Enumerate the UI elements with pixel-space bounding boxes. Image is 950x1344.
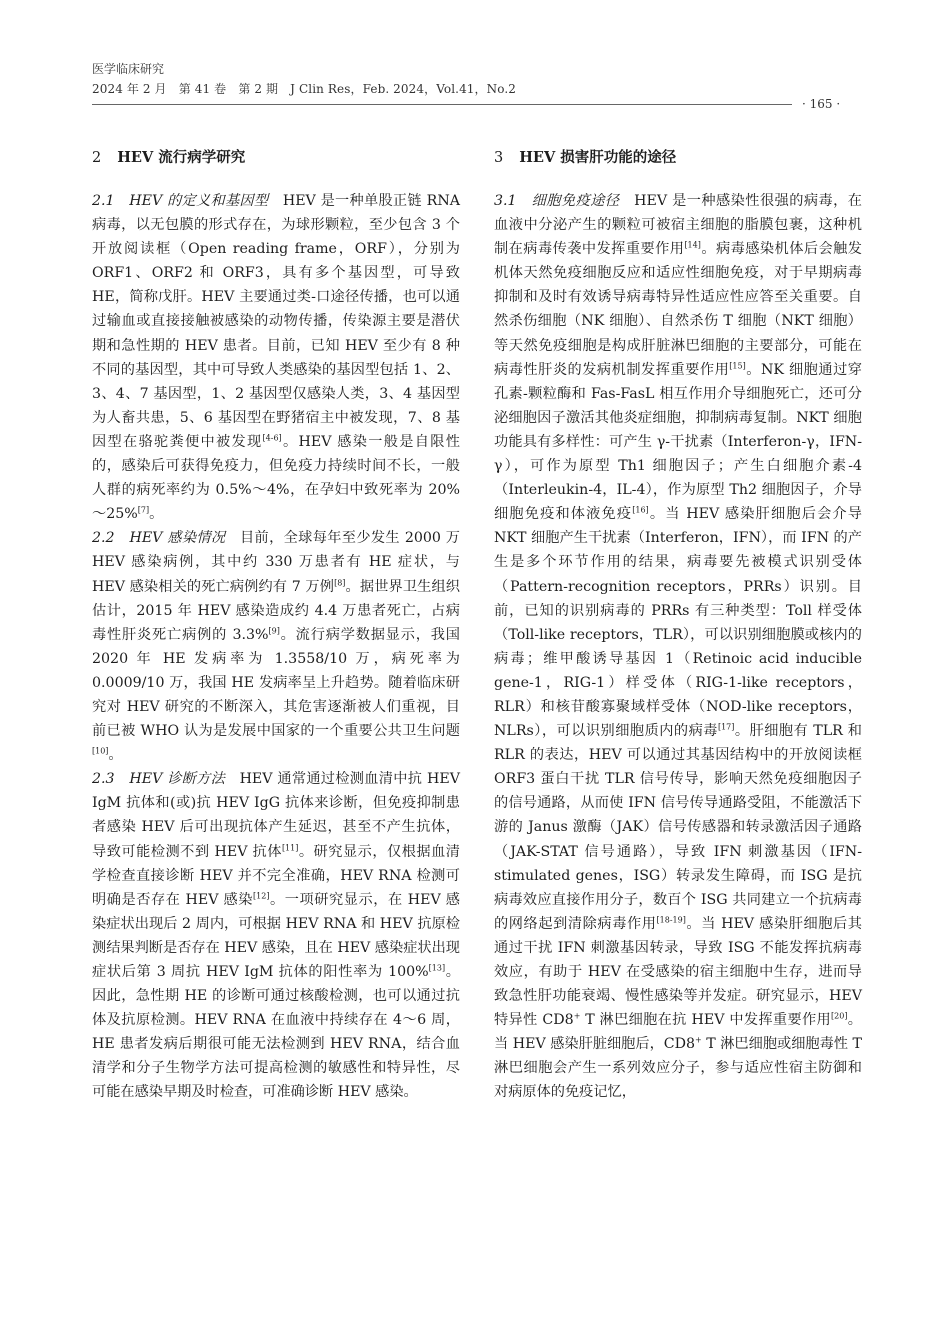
citation-ref: [11] xyxy=(281,842,299,852)
citation-ref: [18-19] xyxy=(656,915,686,925)
paragraph-2-1 xyxy=(92,189,460,526)
citation-ref: [4-6] xyxy=(262,433,282,443)
paragraph-3-1 xyxy=(494,189,862,1105)
text-run: HEV 是一种感染性很强的病毒，在血液中分泌产生的颗粒可被宿主细胞的脂膜包裹，这种机制在病毒传袭中发挥重要作用 xyxy=(494,193,862,258)
citation-ref: [12] xyxy=(253,890,270,900)
section-title: HEV 损害肝功能的途径 xyxy=(519,149,677,166)
issue-citation: 2024 年 2 月 第 41 卷 第 2 期 J Clin Res，Feb. 2024，Vol.41，No.2 xyxy=(92,82,516,96)
text-run: 。因此，急性期 HE 的诊断可通过核酸检测，也可以通过抗体及抗原检测。HEV RNA 在血液中持续存在 4～6 周，HE 患者发病后期很可能无法检测到 HEV RNA，结合血清学和分子生物学方法可提高检测的敏感性和特异性，尽可能在感染早期及时检查，可准确诊断 HEV 感染。 xyxy=(92,964,460,1101)
text-run: 。据世界卫生组织估计，2015 年 HEV 感染造成约 4.4 万患者死亡，占病毒性肝炎死亡病例的 3.3% xyxy=(92,578,460,643)
citation-ref: [7] xyxy=(137,505,150,515)
superscript-plus: + xyxy=(573,1011,581,1021)
right-column xyxy=(494,146,862,1105)
text-run: T 淋巴细胞在抗 HEV 中发挥重要作用 xyxy=(580,1012,832,1029)
text-run: 目前，全球每年至少发生 2000 万 HEV 感染病例，其中约 330 万患者有 HE 症状，与 HEV 感染相关的死亡病例约有 7 万例 xyxy=(92,530,460,595)
citation-ref: [10] xyxy=(92,746,109,756)
citation-ref: [8] xyxy=(334,577,346,587)
paragraph-2-3 xyxy=(92,767,460,1104)
section-number: 2 xyxy=(92,150,102,166)
subsection-label: 3.1 细胞免疫途径 xyxy=(494,193,620,209)
text-run: 。一项研究显示，在 HEV 感染症状出现后 2 周内，可根据 HEV RNA 和 HEV 抗原检测结果判断是否存在 HEV 感染，且在 HEV 感染症状出现症状后第 3 周抗 HEV IgM 抗体的阳性率为 100% xyxy=(92,891,460,980)
subsection-label: 2.1 HEV 的定义和基因型 xyxy=(92,193,269,209)
citation-ref: [15] xyxy=(729,360,746,370)
text-run: 。肝细胞有 TLR 和 RLR 的表达，HEV 可以通过其基因结构中的开放阅读框 ORF3 蛋白干扰 TLR 信号传导，影响天然免疫细胞因子的信号通路，从而使 IFN 信号传导通路受阻，不能激活下游的 Janus 激酶（JAK）信号传感器和转录激活因子通路（JAK-STAT 信号通路），导致 IFN 刺激基因（IFN-stimulated genes，ISG）转录发生障碍，而 ISG 是抗病毒效应直接作用分子，数百个 ISG 共同建立一个抗病毒的网络起到清除病毒作用 xyxy=(494,723,862,932)
text-run: 。研究显示，仅根据血清学检查直接诊断 HEV 并不完全准确，HEV RNA 检测可明确是否存在 HEV 感染 xyxy=(92,843,460,908)
text-run: 。 xyxy=(108,747,123,764)
citation-ref: [17] xyxy=(717,722,735,732)
page-number: · 165 · xyxy=(802,97,841,111)
text-run: 。NK 细胞通过穿孔素-颗粒酶和 Fas-FasL 相互作用介导细胞死亡，还可分泌细胞因子激活其他炎症细胞，抑制病毒复制。NKT 细胞功能具有多样性：可产生 γ-干扰素（Interferon-γ，IFN-γ），可作为原型 Th1 细胞因子；产生白细胞介素-4（Interleukin-4，IL-4），作为原型 Th2 细胞因子，介导细胞免疫和体液免疫 xyxy=(494,361,862,523)
paragraph-2-2 xyxy=(92,526,460,767)
section-number: 3 xyxy=(494,150,504,166)
text-run: HEV 通常通过检测血清中抗 HEV IgM 抗体和(或)抗 HEV IgG 抗体来诊断，但免疫抑制患者感染 HEV 后可出现抗体产生延迟，甚至不产生抗体，导致可能检测不到 HEV 抗体 xyxy=(92,771,460,860)
citation-ref: [14] xyxy=(684,240,701,250)
text-run: 。当 HEV 感染肝脏细胞后，CD8 xyxy=(494,1012,862,1053)
section-heading-2 xyxy=(92,146,460,170)
citation-ref: [13] xyxy=(428,963,446,973)
superscript-plus: + xyxy=(695,1035,702,1045)
text-run: HEV 是一种单股正链 RNA 病毒，以无包膜的形式存在，为球形颗粒，至少包含 3 个开放阅读框（Open reading frame，ORF），分别为 ORF1、ORF2 和 ORF3，具有多个基因型，可导致 HE，简称戊肝。HEV 主要通过类-口途径传播，也可以通过输血或直接接触被感染的动物传播，传染源主要是潜伏期和急性期的 HEV 患者。目前，已知 HEV 至少有 8 种不同的基因型，其中可导致人类感染的基因型包括 1、2、3、4、7 基因型，1、2 基因型仅感染人类，3、4 基因型为人畜共患，5、6 基因型在野猪宿主中被发现，7、8 基因型在骆驼粪便中被发现 xyxy=(92,193,460,450)
subsection-label: 2.3 HEV 诊断方法 xyxy=(92,771,226,788)
text-run: 。流行病学数据显示，我国 2020 年 HE 发病率为 1.3558/10 万，病死率为 0.0009/10 万，我国 HE 发病率呈上升趋势。随着临床研究对 HEV 研究的不断深入，其危害逐渐被人们重视，目前已被 WHO 认为是发展中国家的一个重要公共卫生问题 xyxy=(92,626,460,740)
text-run: 。当 HEV 感染肝细胞后会介导 NKT 细胞产生干扰素（Interferon，IFN），而 IFN 的产生是多个环节作用的结果，病毒要先被模式识别受体（Pattern-recognition receptors，PRRs）识别。目前，已知的识别病毒的 PRRs 有三种类型：Toll 样受体（Toll-like receptors，TLR），可以识别细胞膜或核内的病毒；维甲酸诱导基因 1（Retinoic acid inducible gene-1，RIG-1）样受体（RIG-1-like receptors，RLR）和核苷酸寡聚域样受体（NOD-like receptors，NLRs），可以识别细胞质内的病毒 xyxy=(494,506,862,740)
text-run: 。当 HEV 感染肝细胞后其通过干扰 IFN 刺激基因转录，导致 ISG 不能发挥抗病毒效应，有助于 HEV 在受感染的宿主细胞中生存，进而导致急性肝功能衰竭、慢性感染等并发症。研究显示，HEV 特异性 CD8 xyxy=(494,915,862,1029)
text-run: 。HEV 感染一般是自限性的，感染后可获得免疫力，但免疫力持续时间不长，一般人群的病死率约为 0.5%～4%，在孕妇中致死率为 20%～25% xyxy=(92,433,460,523)
text-run: 。 xyxy=(149,506,164,523)
text-run: 。病毒感染机体后会触发机体天然免疫细胞反应和适应性细胞免疫，对于早期病毒抑制和及时有效诱导病毒特异性适应性应答至关重要。自然杀伤细胞（NK 细胞）、自然杀伤 T 细胞（NKT 细胞）等天然免疫细胞是构成肝脏淋巴细胞的主要部分，可能在病毒性肝炎的发病机制发挥重要作用 xyxy=(494,241,862,378)
text-run: T 淋巴细胞或细胞毒性 T 淋巴细胞会产生一系列效应分子，参与适应性宿主防御和对病原体的免疫记忆， xyxy=(494,1036,862,1101)
section-heading-3 xyxy=(494,146,862,170)
subsection-label: 2.2 HEV 感染情况 xyxy=(92,530,226,547)
section-title: HEV 流行病学研究 xyxy=(117,149,246,166)
header-rule xyxy=(92,104,792,105)
citation-ref: [20] xyxy=(831,1011,848,1021)
journal-name: 医学临床研究 xyxy=(92,62,165,76)
left-column xyxy=(92,146,460,1105)
citation-ref: [16] xyxy=(632,505,649,515)
citation-ref: [9] xyxy=(268,625,280,635)
